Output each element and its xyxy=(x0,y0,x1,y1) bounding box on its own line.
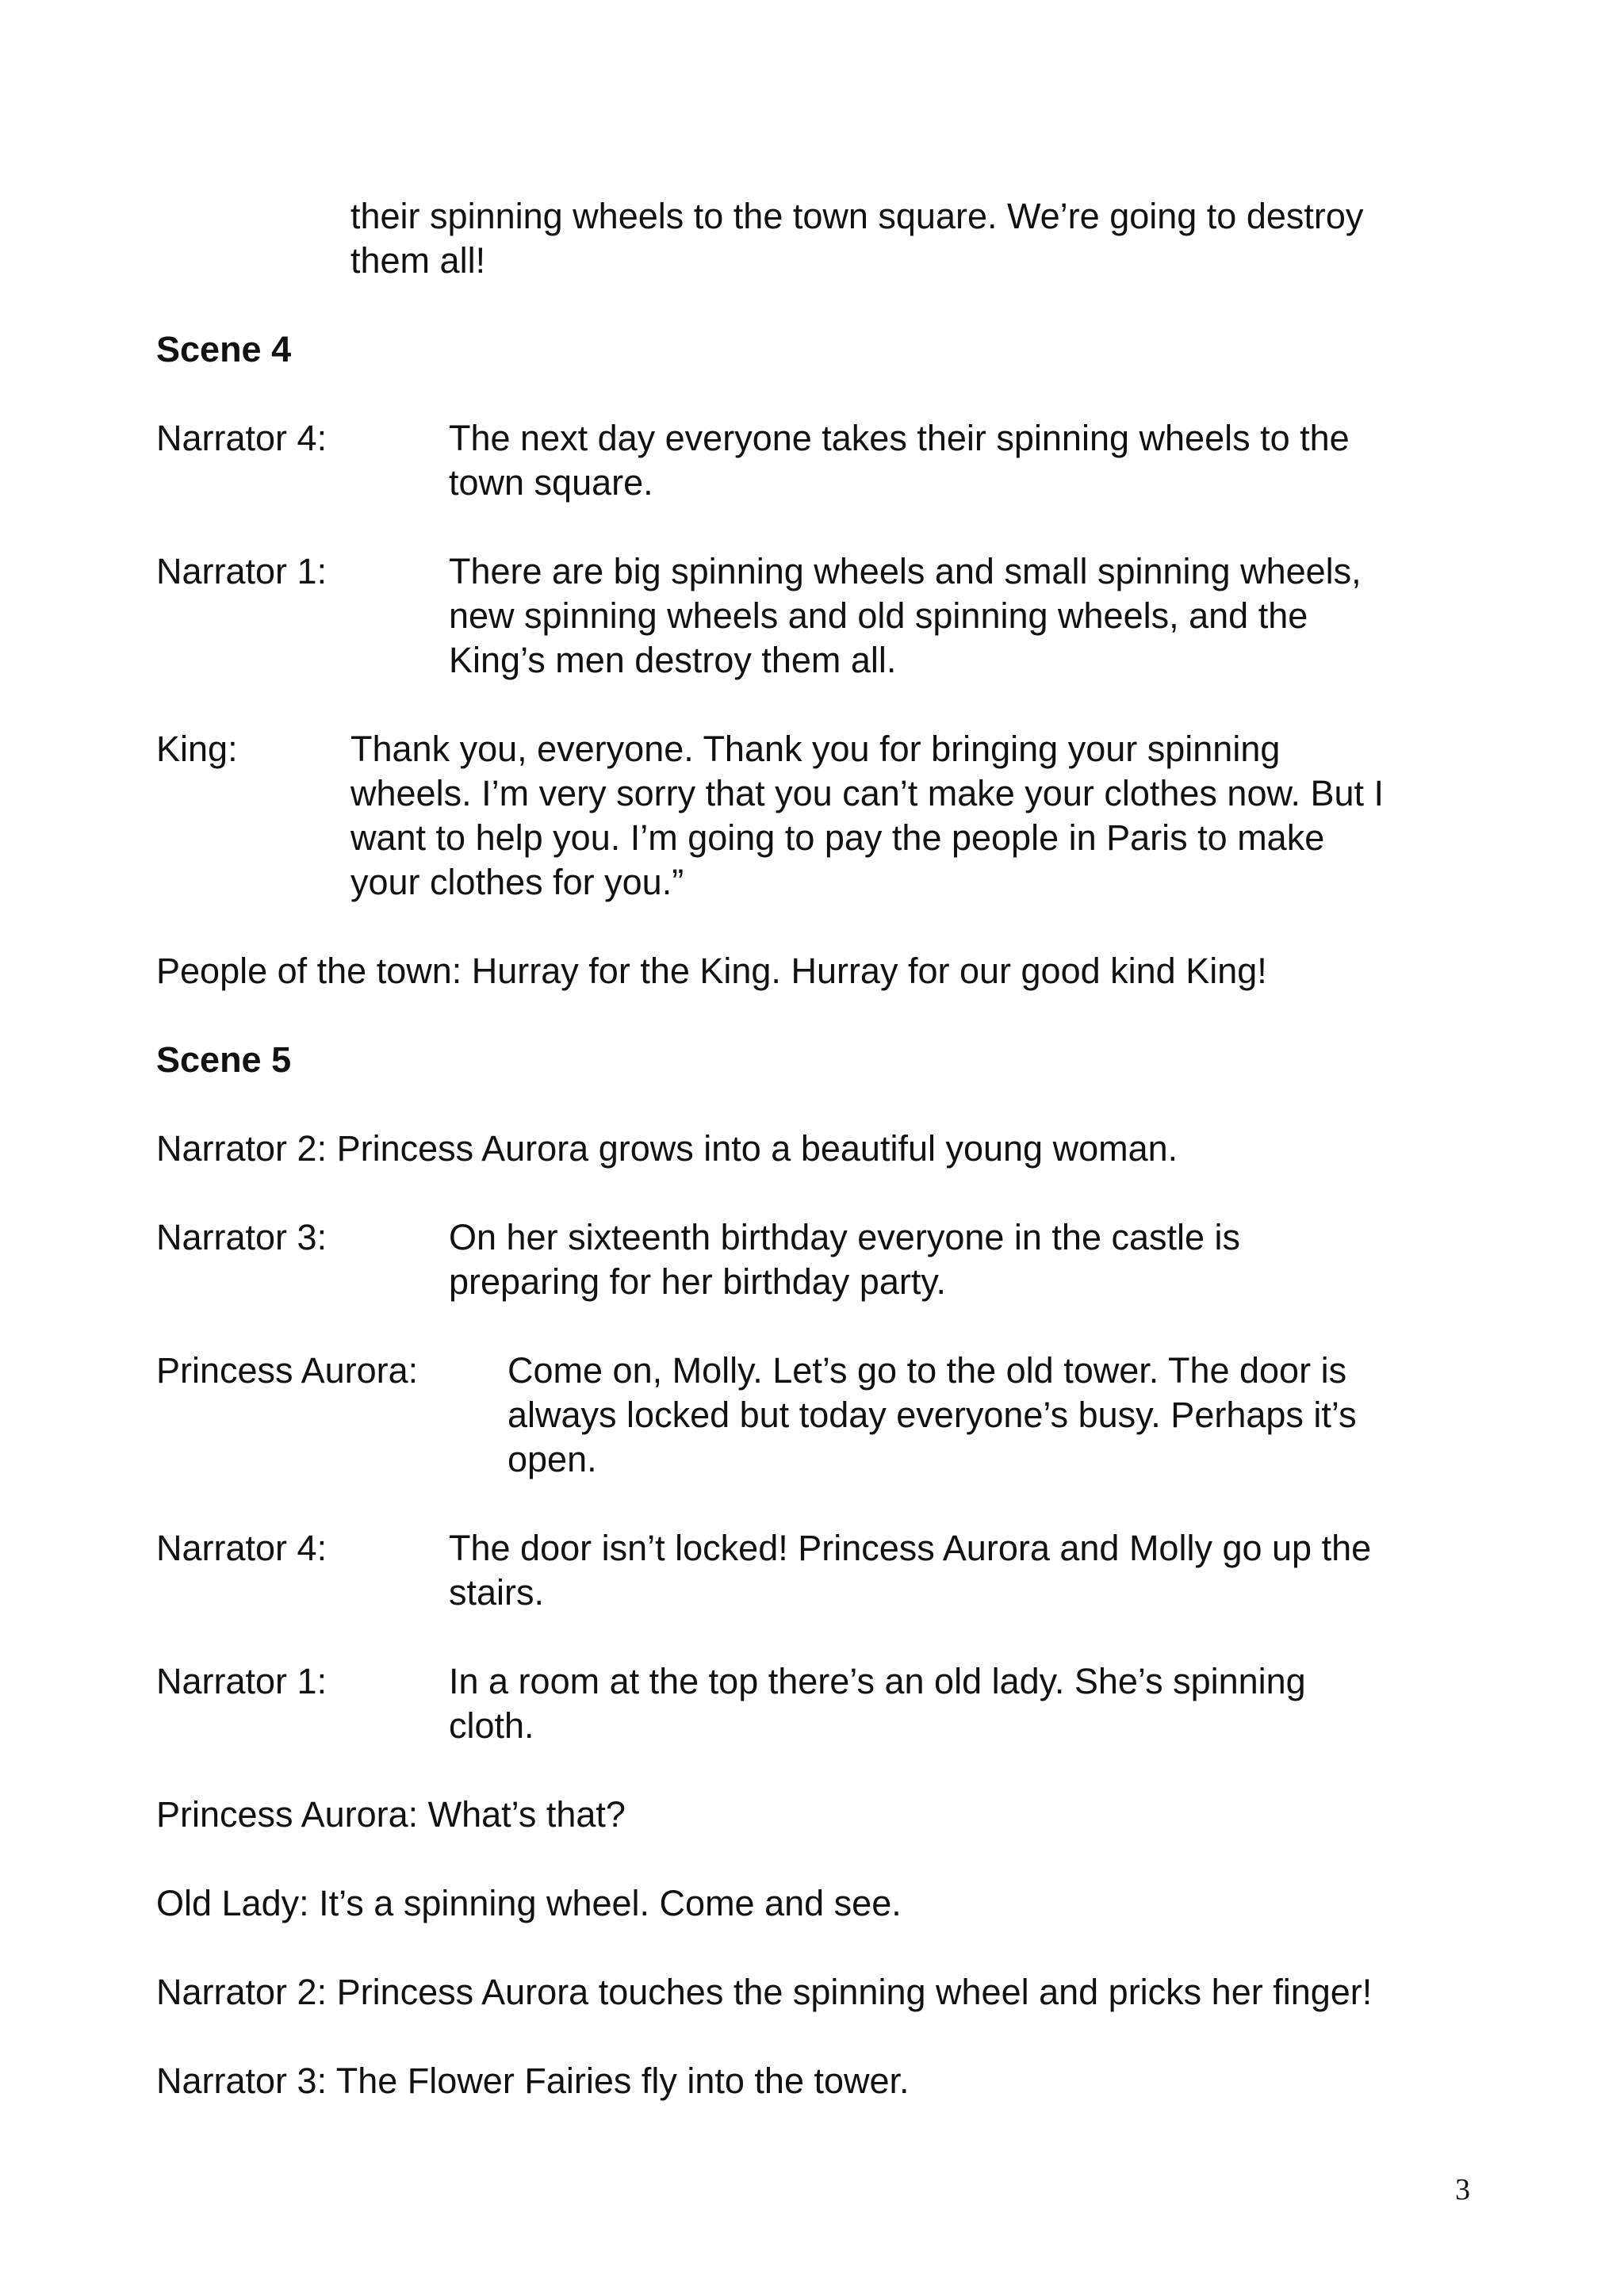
dialogue-line: your clothes for you.” xyxy=(350,862,684,902)
dialogue-line: preparing for her birthday party. xyxy=(449,1261,946,1302)
scene-heading: Scene 4 xyxy=(156,329,292,369)
dialogue-line: Old Lady: It’s a spinning wheel. Come and see. xyxy=(156,1883,902,1923)
speaker-label: Narrator 3: xyxy=(156,1217,327,1257)
dialogue-line: Thank you, everyone. Thank you for bringing your spinning xyxy=(350,729,1281,769)
dialogue-line: open. xyxy=(508,1439,597,1479)
dialogue-line: Narrator 2: Princess Aurora touches the spinning wheel and pricks her finger! xyxy=(156,1972,1373,2012)
speaker-label: Narrator 1: xyxy=(156,551,327,591)
speaker-label: Princess Aurora: xyxy=(156,1350,419,1391)
dialogue-line: stairs. xyxy=(449,1572,545,1613)
dialogue-line: The door isn’t locked! Princess Aurora and Molly go up the xyxy=(449,1528,1372,1568)
continuation-line: their spinning wheels to the town square. We’re going to destroy xyxy=(350,196,1364,236)
continuation-line: them all! xyxy=(350,240,486,281)
dialogue-line: In a room at the top there’s an old lady. She’s spinning xyxy=(449,1661,1306,1701)
dialogue-line: People of the town: Hurray for the King. Hurray for our good kind King! xyxy=(156,951,1267,991)
dialogue-line: wheels. I’m very sorry that you can’t make your clothes now. But I xyxy=(350,773,1385,813)
dialogue-line: town square. xyxy=(449,462,653,503)
dialogue-line: King’s men destroy them all. xyxy=(449,640,897,680)
dialogue-line: There are big spinning wheels and small spinning wheels, xyxy=(449,551,1362,591)
dialogue-line: Princess Aurora: What’s that? xyxy=(156,1794,626,1835)
dialogue-line: On her sixteenth birthday everyone in the castle is xyxy=(449,1217,1241,1257)
page-number: 3 xyxy=(1455,2173,1470,2206)
dialogue-line: always locked but today everyone’s busy. Perhaps it’s xyxy=(508,1395,1357,1435)
scene-heading: Scene 5 xyxy=(156,1039,292,1080)
speaker-label: Narrator 4: xyxy=(156,1528,327,1568)
dialogue-line: Come on, Molly. Let’s go to the old tower. The door is xyxy=(508,1350,1347,1391)
dialogue-line: Narrator 3: The Flower Fairies fly into the tower. xyxy=(156,2061,910,2101)
dialogue-line: new spinning wheels and old spinning wheels, and the xyxy=(449,595,1308,636)
dialogue-line: cloth. xyxy=(449,1705,534,1746)
dialogue-line: want to help you. I’m going to pay the people in Paris to make xyxy=(350,817,1325,858)
speaker-label: Narrator 4: xyxy=(156,418,327,458)
dialogue-line: The next day everyone takes their spinning wheels to the xyxy=(449,418,1350,458)
speaker-label: King: xyxy=(156,729,238,769)
dialogue-line: Narrator 2: Princess Aurora grows into a beautiful young woman. xyxy=(156,1128,1178,1169)
speaker-label: Narrator 1: xyxy=(156,1661,327,1701)
